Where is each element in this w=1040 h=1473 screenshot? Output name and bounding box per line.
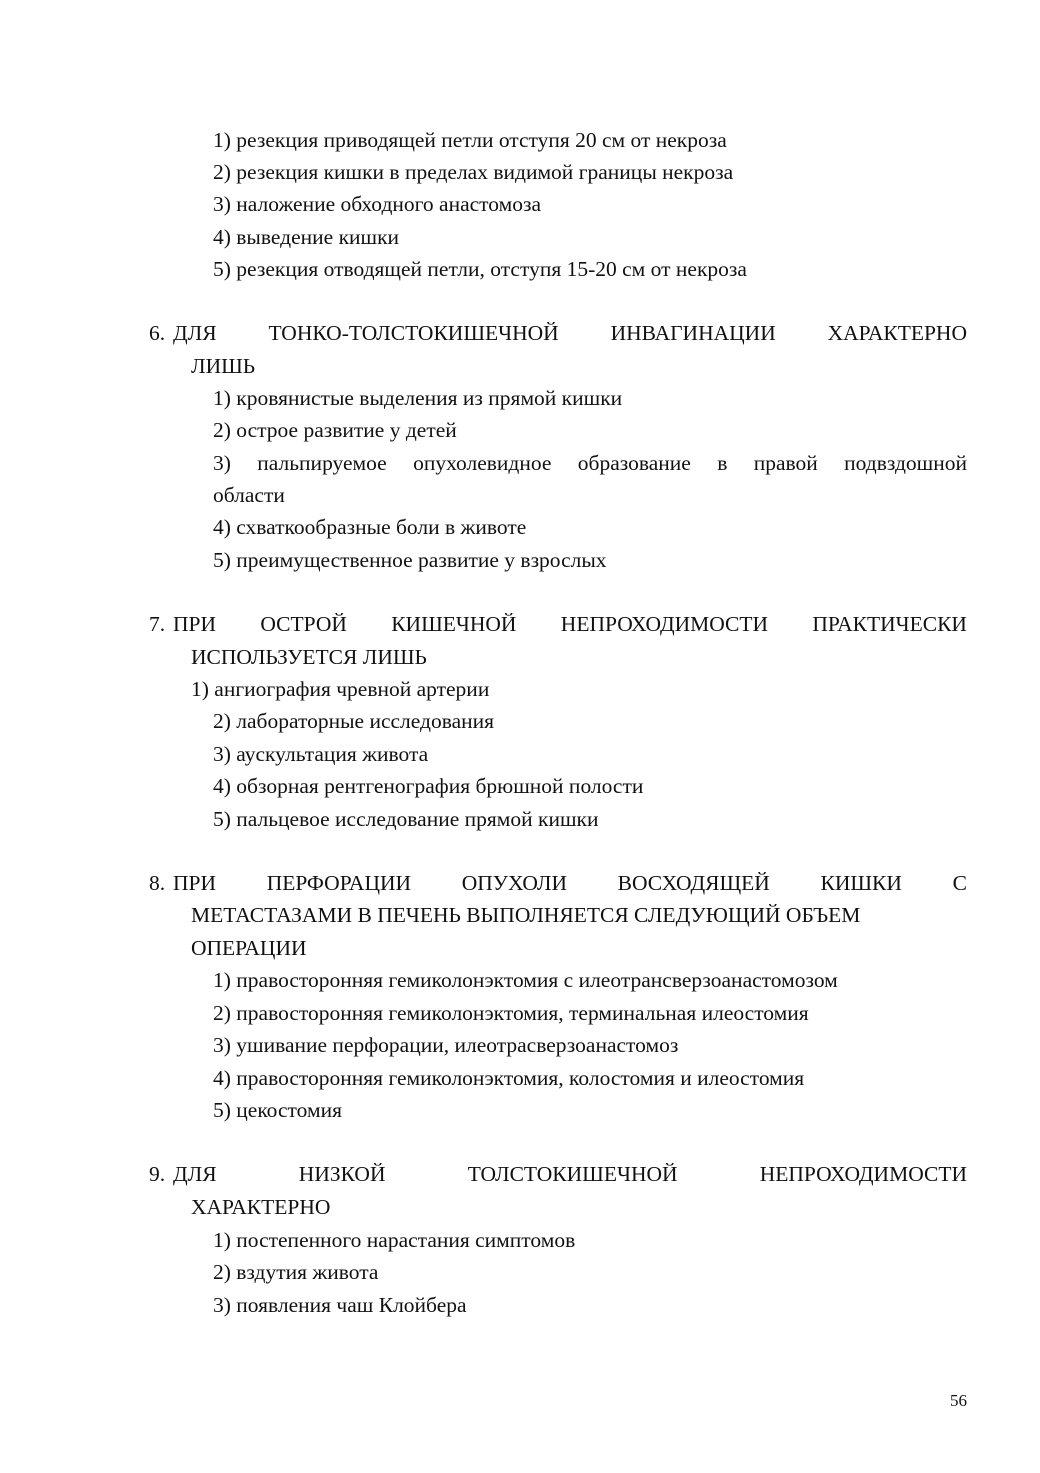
- question-word: ПРИ: [173, 612, 217, 636]
- question-title-continuation: ХАРАКТЕРНО: [191, 1195, 331, 1219]
- question-word: ИНВАГИНАЦИИ: [610, 321, 776, 345]
- question-number: 9.: [149, 1162, 166, 1186]
- question-title-line: [173, 869, 967, 897]
- option-text-continuation: области: [213, 483, 285, 507]
- option-text: 3) появления чаш Клойбера: [213, 1293, 467, 1317]
- option-text: 1) постепенного нарастания симптомов: [213, 1228, 576, 1252]
- option-text: 3) ушивание перфорации, илеотрасверзоанастомоз: [213, 1033, 679, 1057]
- option-text: 4) обзорная рентгенография брюшной полости: [213, 774, 644, 798]
- question-word: НЕПРОХОДИМОСТИ: [759, 1162, 967, 1186]
- option-word: правой: [753, 451, 818, 475]
- option-text: 2) вздутия живота: [213, 1260, 379, 1284]
- option-text: 1) резекция приводящей петли отступя 20 см от некроза: [213, 128, 727, 152]
- option-text: 4) схваткообразные боли в животе: [213, 515, 527, 539]
- question-word: ПРИ: [173, 871, 217, 895]
- option-text: 5) резекция отводящей петли, отступя 15-20 см от некроза: [213, 257, 747, 281]
- option-text: 3) аускультация живота: [213, 742, 429, 766]
- question-word: ДЛЯ: [173, 1162, 217, 1186]
- question-title-continuation: ЛИШЬ: [191, 354, 256, 378]
- option-text: 1) ангиография чревной артерии: [191, 677, 490, 701]
- option-word: опухолевидное: [413, 451, 552, 475]
- question-word: КИШЕЧНОЙ: [391, 612, 517, 636]
- question-word: ТОНКО-ТОЛСТОКИШЕЧНОЙ: [268, 321, 559, 345]
- option-text: 4) выведение кишки: [213, 225, 400, 249]
- question-title-continuation: МЕТАСТАЗАМИ В ПЕЧЕНЬ ВЫПОЛНЯЕТСЯ СЛЕДУЮЩИЙ ОБЪЕМ: [191, 903, 861, 927]
- option-text-line: [213, 449, 967, 477]
- option-word: подвздошной: [844, 451, 967, 475]
- question-word: С: [952, 871, 967, 895]
- option-word: образование: [577, 451, 691, 475]
- question-word: ТОЛСТОКИШЕЧНОЙ: [467, 1162, 678, 1186]
- question-word: ДЛЯ: [173, 321, 217, 345]
- question-number: 8.: [149, 871, 166, 895]
- option-text: 5) пальцевое исследование прямой кишки: [213, 807, 599, 831]
- question-title-continuation: ОПЕРАЦИИ: [191, 936, 307, 960]
- question-word: ОСТРОЙ: [260, 612, 347, 636]
- question-word: ОПУХОЛИ: [461, 871, 567, 895]
- question-word: ВОСХОДЯЩЕЙ: [617, 871, 770, 895]
- option-text: 3) наложение обходного анастомоза: [213, 192, 542, 216]
- question-title-line: [173, 319, 967, 347]
- option-word: пальпируемое: [257, 451, 387, 475]
- page-number: 56: [950, 1391, 967, 1410]
- question-title-line: [173, 1160, 967, 1188]
- question-word: НЕПРОХОДИМОСТИ: [560, 612, 769, 636]
- option-text: 2) правосторонняя гемиколонэктомия, терминальная илеостомия: [213, 1001, 809, 1025]
- option-text: 2) острое развитие у детей: [213, 418, 457, 442]
- option-text: 1) кровянистые выделения из прямой кишки: [213, 386, 623, 410]
- question-title-line: [173, 610, 967, 638]
- question-title-continuation: ИСПОЛЬЗУЕТСЯ ЛИШЬ: [191, 645, 427, 669]
- question-number: 7.: [149, 612, 166, 636]
- option-text: 2) лабораторные исследования: [213, 709, 495, 733]
- option-word: 3): [213, 451, 231, 475]
- option-text: 4) правосторонняя гемиколонэктомия, колостомия и илеостомия: [213, 1066, 805, 1090]
- option-text: 5) цекостомия: [213, 1098, 342, 1122]
- question-number: 6.: [149, 321, 166, 345]
- question-word: НИЗКОЙ: [298, 1162, 386, 1186]
- question-word: ПРАКТИЧЕСКИ: [812, 612, 967, 636]
- option-text: 5) преимущественное развитие у взрослых: [213, 548, 607, 572]
- option-word: в: [717, 451, 728, 475]
- question-word: ХАРАКТЕРНО: [827, 321, 967, 345]
- option-text: 1) правосторонняя гемиколонэктомия с илеотрансверзоанастомозом: [213, 968, 838, 992]
- option-text: 2) резекция кишки в пределах видимой границы некроза: [213, 160, 734, 184]
- question-word: КИШКИ: [820, 871, 902, 895]
- question-word: ПЕРФОРАЦИИ: [266, 871, 412, 895]
